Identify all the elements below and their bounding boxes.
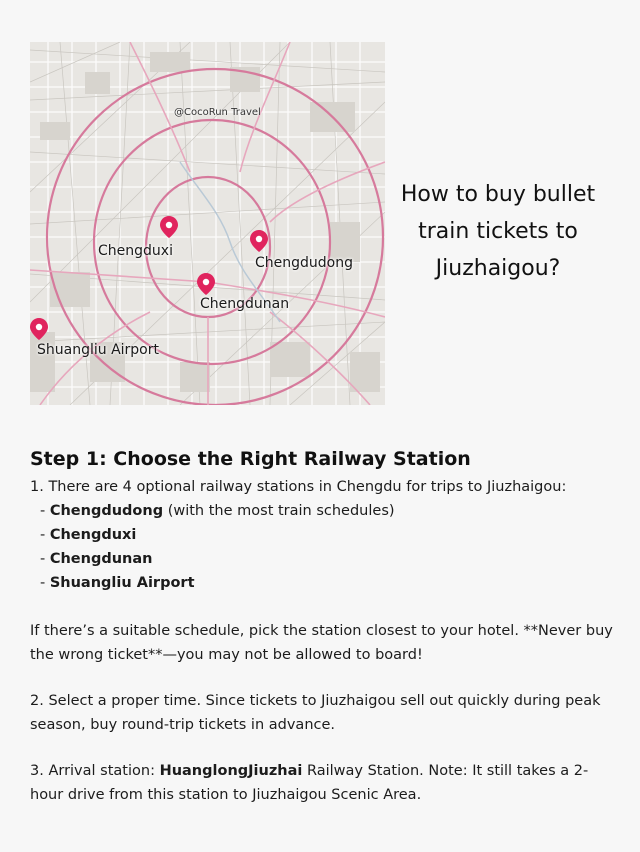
point-2: 2. Select a proper time. Since tickets to Jiuzhaigou sell out quickly during peak season, buy round-trip tickets in advance. [30,693,601,733]
point-3-suffix: Railway Station. Note: It still takes a 2-hour drive from this station to Jiuzhaigou Scenic Area. [30,763,589,803]
title-line-3: Jiuzhaigou? [435,256,561,281]
station-name: Chengdudong [49,503,164,519]
station-tip: If there’s a suitable schedule, pick the station closest to your hotel. **Never buy the wrong ticket**—you may not be allowed to board! [30,623,613,663]
point-3 [30,759,620,807]
title-line-1: How to buy bullet [400,182,596,207]
chengduxi-pin-icon [160,216,178,238]
title-line-2: train tickets to [418,219,578,244]
station-name: Shuangliu Airport [49,575,195,591]
arrival-station-name: HuanglongJiuzhai [159,763,303,779]
station-bullet: - [40,551,50,567]
shuangliu-pin-icon [30,318,48,340]
step1-intro: 1. There are 4 optional railway stations in Chengdu for trips to Jiuzhaigou: [30,479,567,495]
station-item [30,547,620,571]
chengdunan-label: Chengdunan [200,296,290,312]
station-bullet: - [40,575,50,591]
city-map [30,42,385,405]
station-name: Chengduxi [49,527,137,543]
step1-heading: Step 1: Choose the Right Railway Station [30,448,471,470]
station-item [30,571,620,595]
chengdudong-label: Chengdudong [255,255,353,271]
chengduxi-label: Chengduxi [98,243,173,259]
chengdudong-pin-icon [250,230,268,252]
article-body [30,448,620,807]
shuangliu-label: Shuangliu Airport [37,342,159,358]
station-note: (with the most train schedules) [163,503,395,519]
chengdunan-pin-icon [197,273,215,295]
station-bullet: - [40,527,50,543]
page-title [398,176,598,287]
station-bullet: - [40,503,50,519]
map-watermark: @CocoRun Travel [174,107,261,118]
station-name: Chengdunan [49,551,153,567]
point-3-prefix: 3. Arrival station: [30,763,160,779]
station-item [30,499,620,523]
station-item [30,523,620,547]
